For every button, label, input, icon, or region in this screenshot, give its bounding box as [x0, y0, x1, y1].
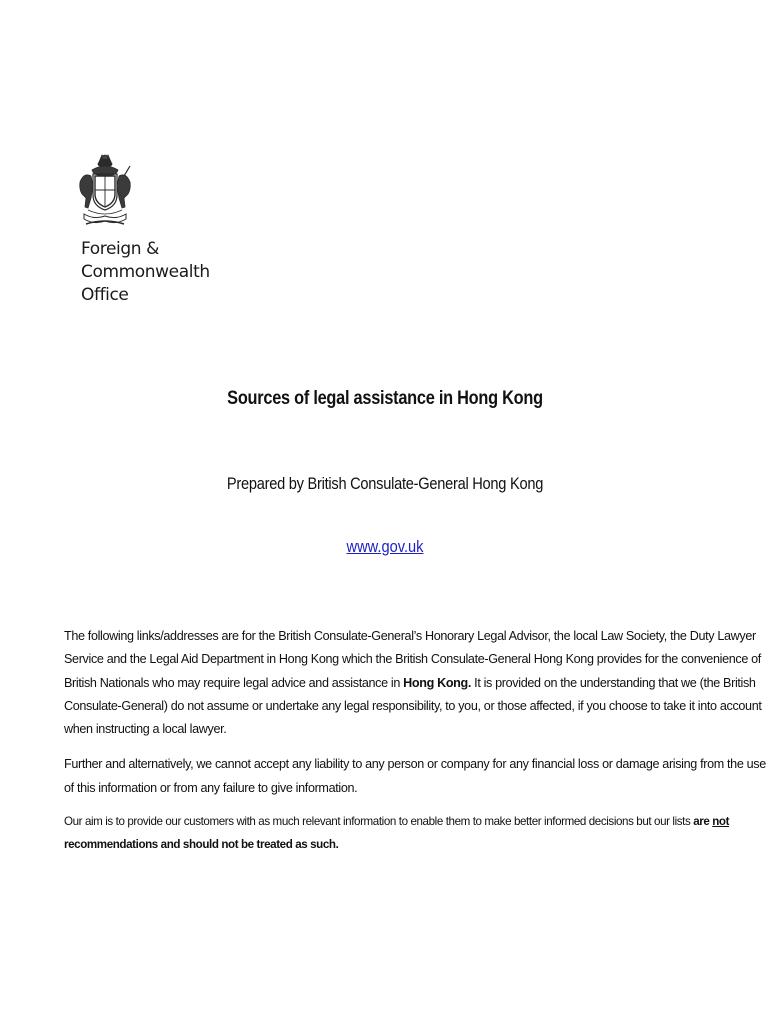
document-title: Sources of legal assistance in Hong Kong — [227, 388, 543, 409]
paragraph-3-bold-b: recommendations and should not be treated as such. — [64, 838, 339, 852]
org-name-line-3: Office — [81, 285, 129, 305]
website-link-container — [54, 537, 716, 557]
paragraph-3-text: Our aim is to provide our customers with as much relevant information to enable them to make better informed decisions but our lists — [64, 815, 694, 829]
paragraph-3 — [64, 810, 768, 857]
paragraph-1-bold: Hong Kong. — [403, 675, 472, 690]
paragraph-1-text-b: It is provided on the understanding that we (the British Consulate-General) do not assume or undertake any legal responsibility, to you, or those affected, if you choose to take it into account when instructing a local lawyer. — [64, 675, 762, 737]
org-name-line-1: Foreign & — [81, 239, 159, 259]
paragraph-1-text-a: The following links/addresses are for the British Consulate-General’s Honorary Legal Advisor, the local Law Society, the Duty Lawyer Service and the Legal Aid Department in Hong Kong which the British Consulate-General Hong Kong provides for the convenience of British Nationals who may require legal advice and assistance in — [64, 629, 761, 690]
disclaimer-text — [64, 625, 768, 857]
royal-coat-of-arms-icon — [78, 152, 132, 228]
paragraph-2: Further and alternatively, we cannot accept any liability to any person or company for any financial loss or damage arising from the use of this information or from any failure to give information. — [64, 757, 766, 795]
paragraph-1 — [64, 625, 768, 741]
website-link[interactable]: www.gov.uk — [346, 537, 424, 556]
paragraph-3-bold-a: are — [693, 815, 713, 829]
paragraph-3-bold-underlined: not — [712, 815, 730, 829]
document-subtitle: Prepared by British Consulate-General Hong Kong — [226, 474, 544, 493]
organisation-name — [81, 238, 210, 307]
org-name-line-2: Commonwealth — [81, 262, 210, 282]
